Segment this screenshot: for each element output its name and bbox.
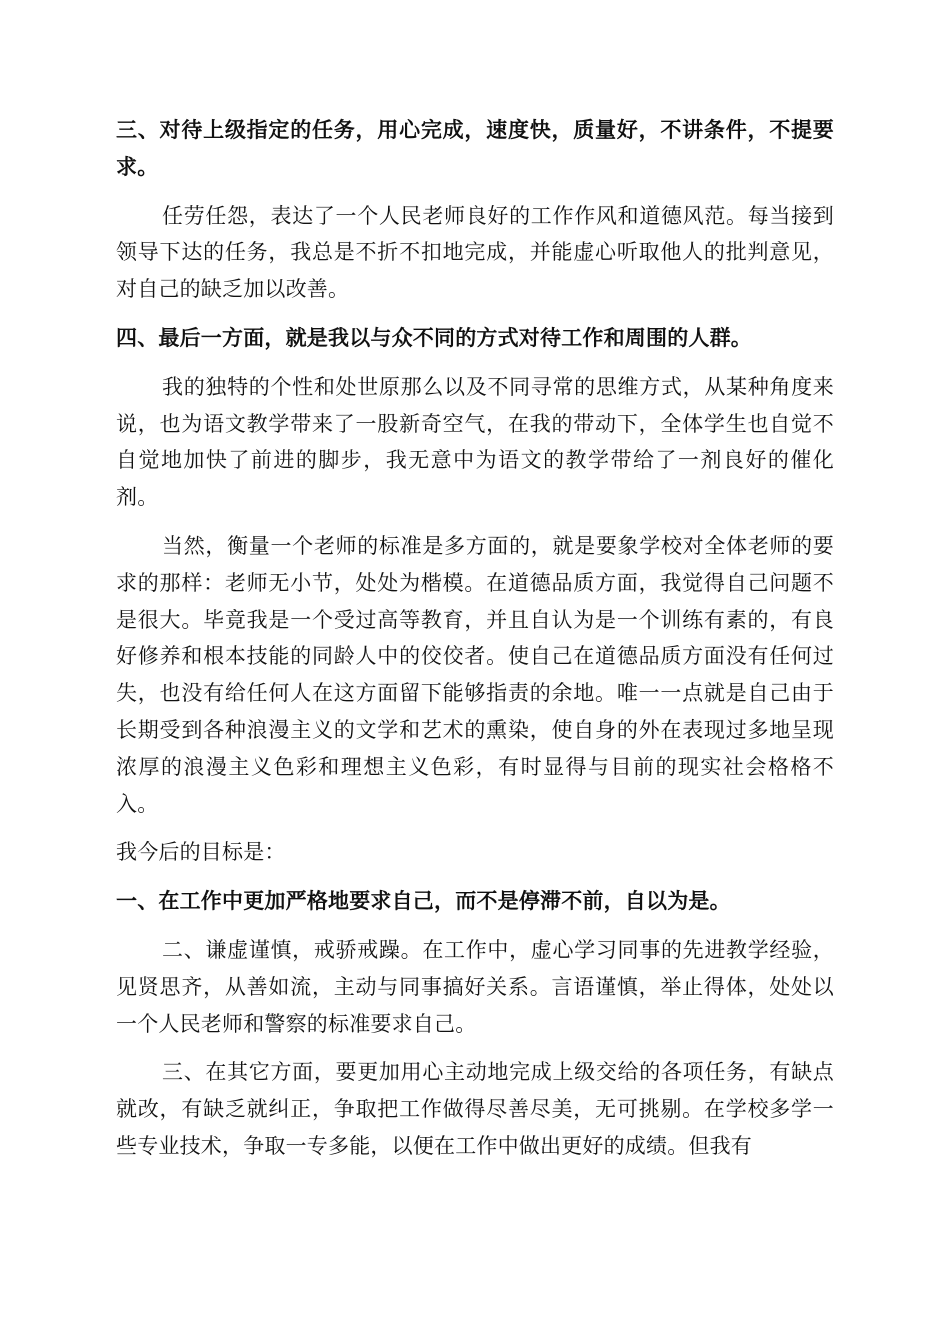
goal-paragraph-2: 二、谦虚谨慎，戒骄戒躁。在工作中，虚心学习同事的先进教学经验，见贤思齐，从善如流，主动与同事搞好关系。言语谨慎，举止得体，处处以一个人民老师和警察的标准要求自己。: [116, 937, 834, 1036]
section-heading-4: 四、最后一方面，就是我以与众不同的方式对待工作和周围的人群。: [116, 324, 752, 350]
paragraph-personality: 我的独特的个性和处世原那么以及不同寻常的思维方式，从某种角度来说，也为语文教学带来了一股新奇空气，在我的带动下，全体学生也自觉不自觉地加快了前进的脚步，我无意中为语文的教学带给了一剂良好的催化剂。: [116, 374, 834, 510]
section-heading-3: 三、对待上级指定的任务，用心完成，速度快，质量好，不讲条件，不提要求。: [116, 117, 834, 179]
goals-intro: 我今后的目标是：: [116, 840, 286, 865]
paragraph-moral-quality: 当然，衡量一个老师的标准是多方面的，就是要象学校对全体老师的要求的那样：老师无小节，处处为楷模。在道德品质方面，我觉得自己问题不是很大。毕竟我是一个受过高等教育，并且自认为是一个训练有素的，有良好修养和根本技能的同龄人中的佼佼者。使自己在道德品质方面没有任何过失，也没有给任何人在这方面留下能够指责的余地。唯一一点就是自己由于长期受到各种浪漫主义的文学和艺术的熏染，使自身的外在表现过多地呈现浓厚的浪漫主义色彩和理想主义色彩，有时显得与目前的现实社会格格不入。: [116, 533, 834, 816]
goal-paragraph-3: 三、在其它方面，要更加用心主动地完成上级交给的各项任务，有缺点就改，有缺乏就纠正，争取把工作做得尽善尽美，无可挑剔。在学校多学一些专业技术，争取一专多能，以便在工作中做出更好的成绩。但我有: [116, 1060, 834, 1158]
paragraph-diligence: 任劳任怨，表达了一个人民老师良好的工作作风和道德风范。每当接到领导下达的任务，我总是不折不扣地完成，并能虚心听取他人的批判意见，对自己的缺乏加以改善。: [116, 203, 834, 302]
goal-heading-1: 一、在工作中更加严格地要求自己，而不是停滞不前，自以为是。: [116, 888, 731, 914]
document-body: [116, 112, 834, 1165]
